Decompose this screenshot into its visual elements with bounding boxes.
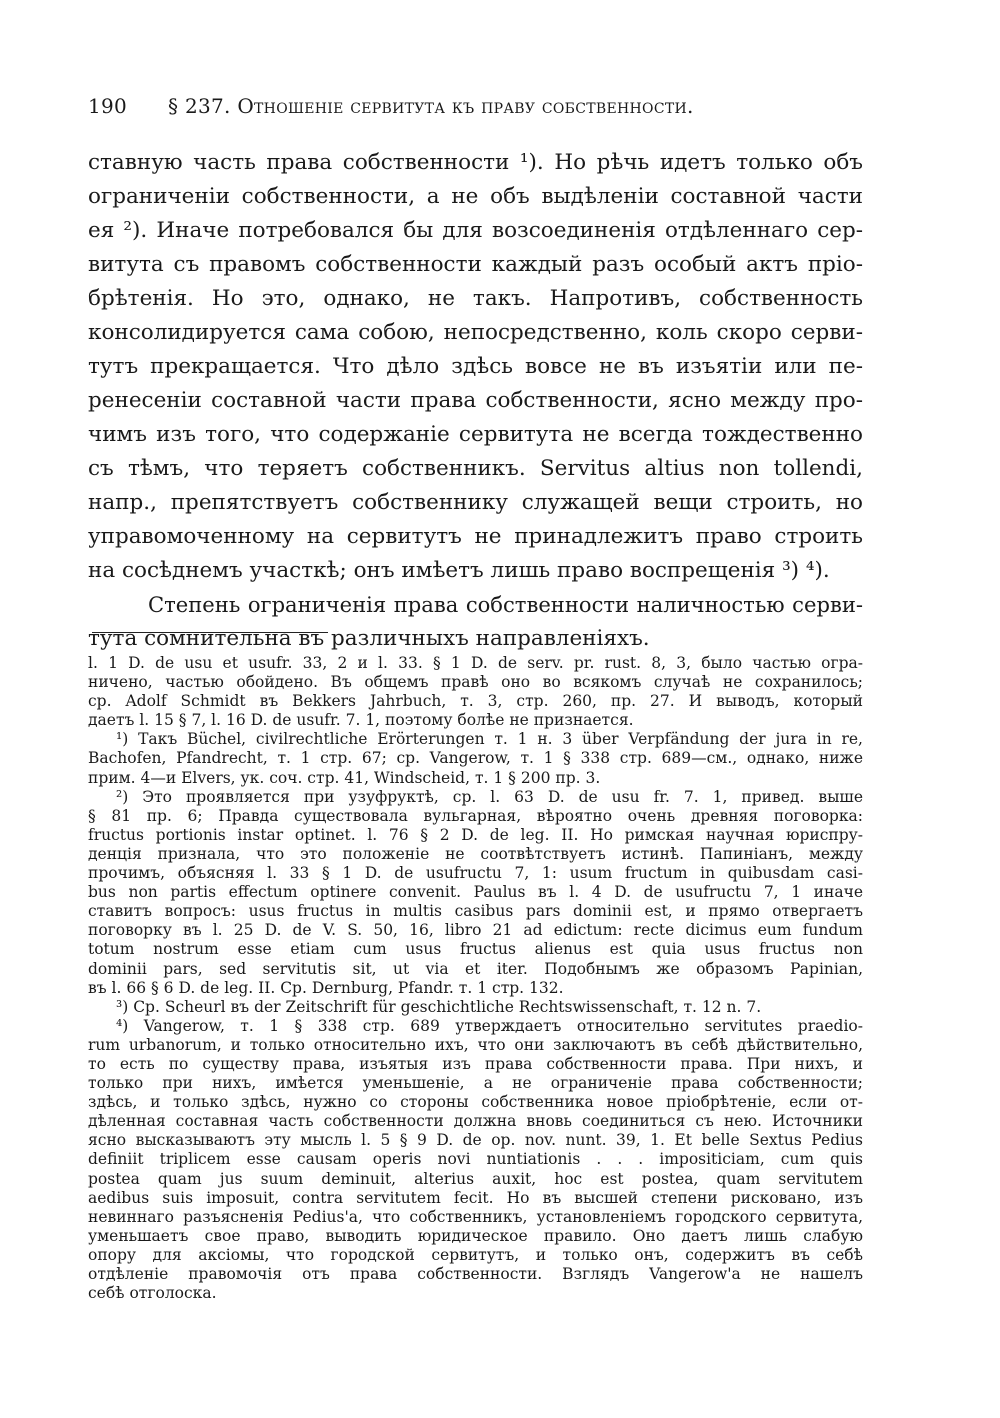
footnote-line: въ l. 66 § 6 D. de leg. II. Ср. Dernburg, Pfandr. т. 1 стр. 132.: [88, 978, 564, 997]
footnote-line: dominii pars, sed servitutis sit, ut via et iter. Подобнымъ же образомъ Papinian,: [88, 959, 863, 978]
footnote-line: отдѣленіе правомочія отъ права собственности. Взглядъ Vangerow'а не нашелъ: [88, 1265, 863, 1283]
text-line: тута сомнительна въ различныхъ направленіяхъ.: [88, 626, 650, 651]
footnote-line: § 81 пр. 6; Правда существовала вульгарная, вѣроятно очень древняя поговорка:: [88, 806, 863, 825]
text-line: чимъ изъ того, что содержаніе сервитута не всегда тождественно: [88, 422, 863, 447]
footnote-separator: [92, 632, 328, 633]
footnote-line: ставитъ вопросъ: usus fructus in multis casibus pars dominii est, и прямо отвергаетъ: [88, 902, 863, 921]
footnote-line: себѣ отголоска.: [88, 1284, 217, 1303]
footnote-line: ясно высказываютъ эту мысль l. 5 § 9 D. de op. nov. nunt. 39, 1. Et belle Sextus Pedius: [88, 1131, 863, 1150]
footnote-line: дѣленная составная часть собственности должна вновь соединиться съ нею. Источники: [88, 1112, 863, 1131]
page-number: 190: [88, 94, 128, 118]
footnote-line: Bachofen, Pfandrecht, т. 1 стр. 67; ср. Vangerow, т. 1 § 338 стр. 689—см., однако, ниже: [88, 749, 863, 768]
footnote-line: bus non partis effectum optinere convenit. Paulus въ l. 4 D. de usufructu 7, 1 иначе: [88, 883, 863, 902]
section-title: § 237. Отношеніе сервитута къ праву собственности.: [168, 94, 694, 118]
footnote-line: fructus portionis instar optinet. l. 76 § 2 D. de leg. II. Но римская научная юриспру-: [88, 825, 863, 844]
footnote-line: l. 1 D. de usu et usufr. 33, 2 и l. 33. § 1 D. de serv. pr. rust. 8, 3, было частью огра-: [88, 654, 863, 672]
footnote-line: ¹) Такъ Büchel, civilrechtliche Erörterungen т. 1 н. 3 über Verpfändung der jura in re,: [116, 730, 863, 749]
footnote-line: totum nostrum esse etiam cum usus fructus alienus est quia usus fructus non: [88, 940, 863, 959]
footnote-line: опору для аксіомы, что городской сервитутъ, и только онъ, содержитъ въ себѣ: [88, 1245, 863, 1264]
footnote-line: ничено, частью обойдено. Въ общемъ правѣ оно во всякомъ случаѣ не сохранилось;: [88, 673, 863, 692]
text-line: консолидируется сама собою, непосредственно, коль скоро серви-: [88, 320, 863, 345]
running-header: [88, 94, 878, 118]
footnote-line: прим. 4—и Elvers, ук. соч. стр. 41, Windscheid, т. 1 § 200 пр. 3.: [88, 768, 601, 787]
footnote-line: здѣсь, и только здѣсь, нужно со стороны собственника новое пріобрѣтеніе, если от-: [88, 1093, 863, 1112]
text-line: ея ²). Иначе потребовался бы для возсоединенія отдѣленнаго сер-: [88, 218, 863, 243]
main-text: [88, 146, 863, 656]
text-line: на сосѣднемъ участкѣ; онъ имѣетъ лишь право воспрещенія ³) ⁴).: [88, 558, 830, 583]
footnote-line: даетъ l. 15 § 7, l. 16 D. de usufr. 7. 1, поэтому болѣе не признается.: [88, 711, 634, 730]
text-line: тутъ прекращается. Что дѣло здѣсь вовсе не въ изъятіи или пе-: [88, 354, 863, 379]
footnote-line: невиннаго разъясненія Pedius'а, что собственникъ, установленіемъ городского сервитута,: [88, 1207, 863, 1226]
footnote-line: ⁴) Vangerow, т. 1 § 338 стр. 689 утверждаетъ относительно servitutes praedio-: [116, 1016, 863, 1035]
footnote-line: ср. Adolf Schmidt въ Bekkers Jahrbuch, т. 3, стр. 260, пр. 27. И выводъ, который: [88, 692, 863, 711]
footnotes: [88, 654, 863, 1303]
footnote-line: ³) Ср. Scheurl въ der Zeitschrift für geschichtliche Rechtswissenschaft, т. 12 n. 7.: [116, 997, 762, 1016]
footnote-line: aedibus suis imposuit, contra servitutem fecit. Но въ высшей степени рисковано, изъ: [88, 1188, 863, 1207]
text-line: Степень ограниченія права собственности наличностью серви-: [148, 592, 863, 617]
text-line: напр., препятствуетъ собственнику служащей вещи строить, но: [88, 490, 863, 515]
text-line: съ тѣмъ, что теряетъ собственникъ. Servitus altius non tollendi,: [88, 456, 863, 481]
footnote-line: definiit triplicem esse causam operis novi nuntiationis . . . impositiciam, cum quis: [88, 1150, 863, 1169]
text-line: ограниченіи собственности, а не объ выдѣленіи составной части: [88, 184, 863, 209]
text-line: ренесеніи составной части права собственности, ясно между про-: [88, 388, 863, 413]
footnote-line: ²) Это проявляется при узуфруктѣ, ср. l. 63 D. de usu fr. 7. 1, привед. выше: [116, 787, 863, 806]
footnote-line: поговорку въ l. 25 D. de V. S. 50, 16, libro 21 ad edictum: recte dicimus eum fundum: [88, 921, 863, 940]
footnote-line: денція признала, что это положеніе не соотвѣтствуетъ истинѣ. Папиніанъ, между: [88, 844, 863, 863]
footnote-line: только при нихъ, имѣется уменьшеніе, а не ограниченіе права собственности;: [88, 1074, 863, 1093]
footnote-line: уменьшаетъ свое право, выводить юридическое правило. Оно даетъ лишь слабую: [88, 1226, 863, 1245]
footnote-line: rum urbanorum, и только относительно ихъ, что они заключаютъ въ себѣ дѣйствительно,: [88, 1035, 863, 1054]
text-line: брѣтенія. Но это, однако, не такъ. Напротивъ, собственность: [88, 286, 863, 311]
footnote-line: то есть по существу права, изъятыя изъ права собственности права. При нихъ, и: [88, 1054, 863, 1073]
text-line: ставную часть права собственности ¹). Но рѣчь идетъ только объ: [88, 150, 863, 175]
text-line: управомоченному на сервитутъ не принадлежитъ право строить: [88, 524, 863, 549]
text-line: витута съ правомъ собственности каждый разъ особый актъ пріо-: [88, 252, 863, 277]
footnote-line: прочимъ, объясняя l. 33 § 1 D. de usufructu 7, 1: usum fructum in quibusdam casi-: [88, 864, 863, 883]
footnote-line: postea quam jus suum deminuit, alterius auxit, hoc est postea, quam servitutem: [88, 1169, 863, 1188]
